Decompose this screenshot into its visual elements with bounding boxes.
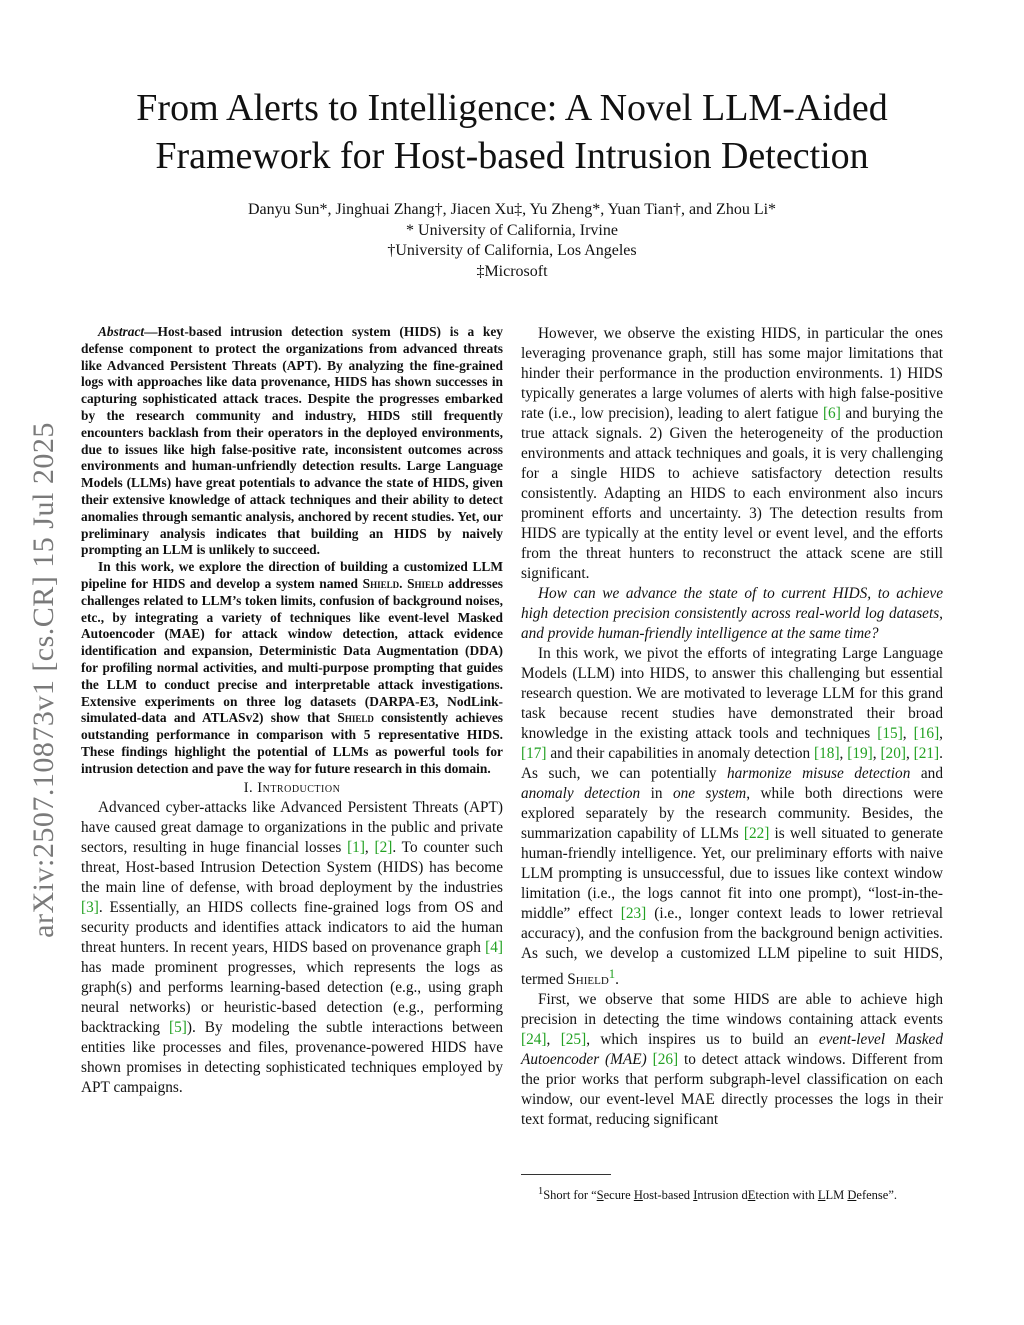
footnote: $^1$Short for “Secure Host-based Intrusion dEtection with LLM Defense”. xyxy=(538,1186,898,1203)
citation-link[interactable]: [24] xyxy=(521,1031,547,1049)
citation-link[interactable]: [16] xyxy=(913,725,940,742)
intro-paragraph-1: Advanced cyber-attacks like Advanced Persistent Threats (APT) have caused great damage to organizations in the public and private sectors, resulting in huge financial losses [1], [2]. To counter such threat, Host-based Intrusion Detection System (HIDS) has become the main line of defense, with broad deployment by the industries [3]. Essentially, an HIDS collects fine-grained logs from OS and security products and identifies attack indicators to aid the human threat hunters. In recent years, HIDS based on provenance graph [4] has made prominent progresses, which represents the logs as graph(s) and performs learning-based detection (e.g., using graph neural networks) or heuristic-based detection (e.g., performing backtracking [5]). By modeling the subtle interactions between entities like processes and files, provenance-powered HIDS have shown promises in detecting sophisticated techniques employed by APT campaigns. xyxy=(81,798,504,1096)
system-name: Shield xyxy=(362,575,400,591)
citation-link[interactable]: [19] xyxy=(847,745,873,762)
system-name: Shield xyxy=(407,575,444,591)
system-name: Shield xyxy=(567,971,609,989)
section-heading-introduction: I. Introduction xyxy=(243,779,341,796)
footnote-link[interactable]: 1 xyxy=(608,967,616,981)
footnote-mark: 1 xyxy=(538,1186,544,1197)
citation-link[interactable]: [22] xyxy=(743,825,770,842)
citation-link[interactable]: [2] xyxy=(374,838,393,856)
citation-link[interactable]: [17] xyxy=(521,745,547,762)
paper-title xyxy=(60,84,964,180)
citation-link[interactable]: [15] xyxy=(877,725,903,742)
footnote-rule xyxy=(521,1174,611,1175)
right-column xyxy=(521,324,943,1130)
citation-link[interactable]: [3] xyxy=(81,898,99,916)
arxiv-stamp xyxy=(14,370,74,990)
affiliation-uci: * University of California, Irvine xyxy=(406,221,618,239)
affiliation-ucla: †University of California, Los Angeles xyxy=(387,242,637,259)
abstract-paragraph-2: In this work, we explore the direction of building a customized LLM pipeline for HIDS and develop a system named Shield. Shield addresses challenges related to LLM’s token limits, confusion of background noises, etc., by integrating a variety of techniques like event-level Masked Autoencoder (MAE) for attack window detection, attack evidence identification and expansion, Deterministic Data Augmentation (DDA) for profiling normal activities, and multi-purpose prompting that guides the LLM to conduct precise and interpretable attack investigations. Extensive experiments on three log datasets (DARPA-E3, NodLink-simulated-data and ATLASv2) show that Shield consistently achieves outstanding performance in comparison with 5 representative HIDS. These findings highlight the potential of LLMs as powerful tools for intrusion detection and pave the way for future research in this domain. xyxy=(81,559,503,776)
abstract xyxy=(81,324,503,778)
citation-link[interactable]: [5] xyxy=(169,1018,187,1036)
citation-link[interactable]: [20] xyxy=(880,745,906,762)
author-block xyxy=(0,200,1024,282)
body-paragraph-approach: In this work, we pivot the efforts of integrating Large Language Models (LLM) into HIDS, to answer this challenging but essential research question. We are motivated to leverage LLM for this grand task because recent studies have demonstrated their broad knowledge in the existing attack tools and techniques [15], [16], [17] and their capabilities in anomaly detection [18], [19], [20], [21]. As such, we can potentially harmonize misuse detection and anomaly detection in one system, while both directions were explored separately by the research community. Besides, the summarization capability of LLMs [22] is well situated to generate human-friendly intelligence. Yet, our preliminary efforts with naive LLM prompting is unsuccessful, due to issues like context window limitation (i.e., the logs cannot fit into one prompt), “lost-in-the-middle” effect [23] (i.e., longer context leads to lower retrieval accuracy), and the confusion from the background benign activities. As such, we develop a customized LLM pipeline to suit HIDS, termed Shield$^1$. xyxy=(521,645,944,989)
citation-link[interactable]: [1] xyxy=(347,838,365,856)
affiliation-microsoft: ‡Microsoft xyxy=(476,262,548,280)
citation-link[interactable]: [23] xyxy=(620,905,647,922)
system-name: Shield xyxy=(337,710,374,726)
body-paragraph-limitations: However, we observe the existing HIDS, in particular the ones leveraging provenance graph, still has some major limitations that hinder their performance in the production environments. 1) HIDS typically generates a large volumes of alerts with high false-positive rate (i.e., low precision), leading to alert fatigue [6] and burying the true attack signals. 2) Given the heterogeneity of the production environments and attack techniques and goals, it is very challenging for a single HIDS to achieve satisfactory detection results consistently. Adapting an HIDS to each environment also incurs prominent efforts and uncertainty. 3) The detection results from HIDS are typically at the entity level or event level, and the efforts from the threat hunters to reconstruct the attack scene are still significant. xyxy=(521,325,943,582)
title-line-1: From Alerts to Intelligence: A Novel LLM-Aided xyxy=(136,87,888,129)
citation-link[interactable]: [21] xyxy=(913,745,940,762)
left-column xyxy=(81,324,503,1098)
abstract-lead: Abstract xyxy=(98,324,145,339)
citation-link[interactable]: [25] xyxy=(560,1031,587,1049)
citation-link[interactable]: [4] xyxy=(485,938,503,956)
abstract-paragraph-1: Abstract—Host-based intrusion detection system (HIDS) is a key defense component to protect the organizations from advanced threats like Advanced Persistent Threats (APT). By analyzing the fine-grained logs with approaches like data provenance, HIDS has shown successes in capturing sophisticated attack traces. Despite the progresses embarked by the research community and industry, HIDS still frequently encounters backlash from their operators in the deployed environments, due to issues like high false-positive rate, inconsistent outcomes across environments and human-unfriendly detection results. Large Language Models (LLMs) have great potentials to advance the state of HIDS, given their extensive knowledge of attack techniques and their ability to detect anomalies through semantic analysis, anchored by recent studies. Yet, our preliminary analysis indicates that building an HIDS by naively prompting an LLM is unlikely to succeed. xyxy=(81,324,503,558)
title-line-2: Framework for Host-based Intrusion Detection xyxy=(155,135,869,177)
citation-link[interactable]: [26] xyxy=(652,1051,679,1069)
arxiv-stamp-text: arXiv:2507.10873v1 [cs.CR] 15 Jul 2025 xyxy=(27,422,61,938)
citation-link[interactable]: [18] xyxy=(814,745,840,762)
research-question: How can we advance the state of to current HIDS, to achieve high detection precision consistently across real-world log datasets, and provide human-friendly intelligence at the same time? xyxy=(521,585,943,642)
author-names: Danyu Sun*, Jinghuai Zhang†, Jiacen Xu‡, Yu Zheng*, Yuan Tian†, and Zhou Li* xyxy=(247,201,777,218)
citation-link[interactable]: [6] xyxy=(822,405,841,422)
body-paragraph-mae: First, we observe that some HIDS are able to achieve high precision in detecting the time windows containing attack events [24], [25], which inspires us to build an event-level Masked Autoencoder (MAE) [26] to detect attack windows. Different from the prior works that perform subgraph-level classification on each window, our event-level MAE directly processes the logs in their text format, reducing significant xyxy=(521,991,943,1129)
